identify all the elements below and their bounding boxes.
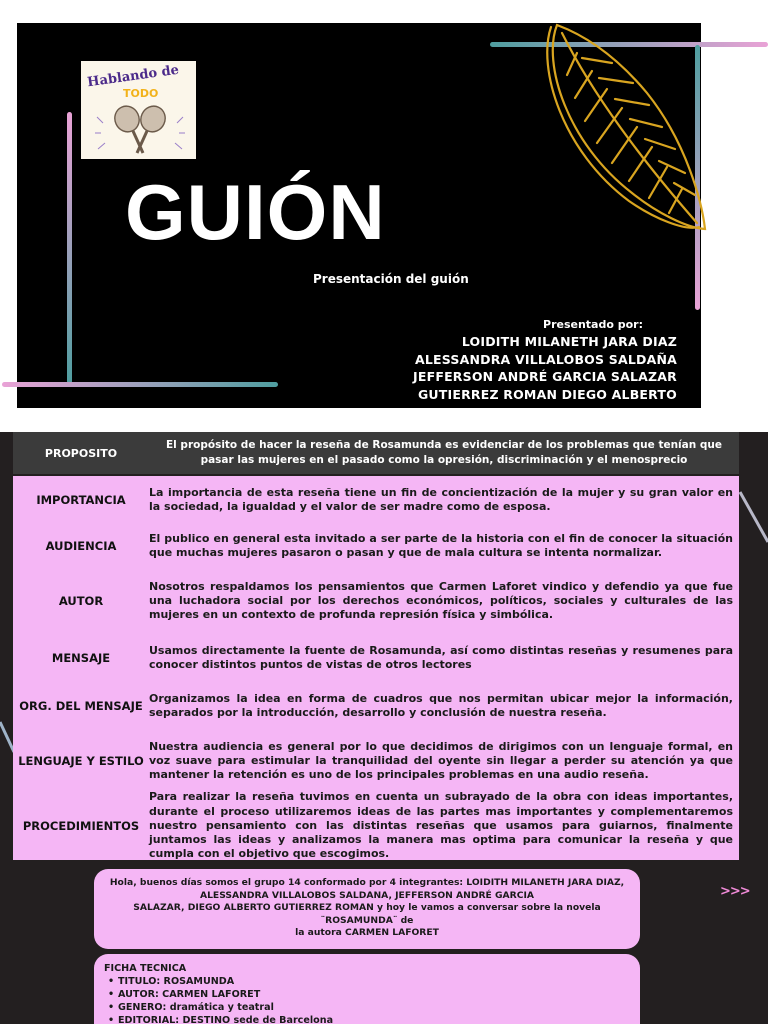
row-text: El publico en general esta invitado a ser parte de la historia con el fin de conocer la situación que muchas mujeres pasaron o pasan y que de mala cultura se intenta normalizar. bbox=[149, 531, 733, 559]
hablando-de-todo-logo bbox=[81, 61, 196, 159]
table-header-row bbox=[13, 432, 739, 474]
table-row bbox=[13, 792, 739, 860]
script-table bbox=[13, 432, 739, 860]
frame-line-left-vertical bbox=[67, 112, 72, 384]
author-name: LOIDITH MILANETH JARA DIAZ bbox=[461, 334, 677, 349]
table-row bbox=[13, 634, 739, 682]
row-label: ORG. DEL MENSAJE bbox=[19, 699, 143, 713]
row-text: El propósito de hacer la reseña de Rosamunda es evidenciar de los problemas que tenían que pasar las mujeres en el pasado como la opresión, discriminación y el menosprecio bbox=[166, 439, 722, 466]
next-arrows-icon[interactable]: >>> bbox=[720, 884, 750, 899]
row-text: Nosotros respaldamos los pensamientos que Carmen Laforet vindico y defendio ya que fue una luchadora social por los derechos económicos, políticos, sociales y culturales de las mujeres en un contexto de profunda represión física y simbólica. bbox=[149, 579, 733, 622]
row-label: AUDIENCIA bbox=[45, 539, 117, 553]
greeting-line: la autora CARMEN LAFORET bbox=[295, 927, 439, 939]
greeting-line: SALAZAR, DIEGO ALBERTO GUTIERREZ ROMAN y hoy le vamos a conversar sobre la novela ¨ROSAMUNDA¨ de bbox=[133, 902, 601, 926]
list-item: • TITULO: ROSAMUNDA bbox=[118, 975, 630, 988]
row-text: Usamos directamente la fuente de Rosamunda, así como distintas reseñas y resumenes para conocer distintos puntos de vistas de otros lectores bbox=[149, 643, 733, 671]
presented-by-label: Presentado por: bbox=[543, 318, 643, 331]
row-label: PROCEDIMIENTOS bbox=[22, 819, 140, 833]
greeting-line: ALESSANDRA VILLALOBOS SALDANA, JEFFERSON ANDRÉ GARCIA bbox=[199, 889, 535, 901]
table-row bbox=[13, 568, 739, 634]
technical-sheet-list bbox=[104, 975, 630, 1024]
row-text: Nuestra audiencia es general por lo que decidimos de dirigimos con un lenguaje formal, en voz suave para estimular la tranquilidad del oyente sin llegar a perder su atención ya que mantener la retención es uno de los principales problemas en una audio reseña. bbox=[149, 739, 733, 782]
greeting-box bbox=[94, 869, 640, 949]
table-row bbox=[13, 730, 739, 792]
row-text: La importancia de esta reseña tiene un fin de concientización de la mujer y su gran valor en la sociedad, la igualdad y el valor de ser madre como de esposa. bbox=[149, 485, 733, 513]
row-label: AUTOR bbox=[58, 594, 104, 608]
table-row bbox=[13, 682, 739, 730]
microphones-icon bbox=[95, 103, 185, 157]
technical-sheet-title: FICHA TECNICA bbox=[104, 963, 187, 974]
row-label: PROPOSITO bbox=[44, 446, 118, 460]
list-item: • GENERO: dramática y teatral bbox=[118, 1001, 630, 1014]
greeting-line: Hola, buenos días somos el grupo 14 conformado por 4 integrantes: LOIDITH MILANETH JARA DIAZ, bbox=[109, 877, 625, 888]
list-item: • AUTOR: CARMEN LAFORET bbox=[118, 988, 630, 1001]
row-label: IMPORTANCIA bbox=[36, 493, 126, 507]
author-name: GUTIERREZ ROMAN DIEGO ALBERTO bbox=[417, 386, 677, 402]
page-title: GUIÓN bbox=[125, 168, 386, 256]
technical-sheet-box bbox=[94, 954, 640, 1024]
row-label: LENGUAJE Y ESTILO bbox=[18, 754, 144, 768]
author-name: ALESSANDRA VILLALOBOS SALDAÑA bbox=[415, 351, 677, 367]
table-row bbox=[13, 476, 739, 524]
table-row bbox=[13, 524, 739, 568]
list-item: • EDITORIAL: DESTINO sede de Barcelona bbox=[118, 1014, 630, 1024]
title-slide bbox=[17, 23, 701, 408]
logo-text-line2: TODO bbox=[123, 87, 159, 100]
gold-leaf-icon bbox=[537, 23, 707, 233]
frame-line-bottom-horizontal bbox=[2, 382, 278, 387]
subtitle: Presentación del guión bbox=[313, 272, 469, 286]
presented-by-block bbox=[413, 318, 677, 403]
logo-text-line1: Hablando de bbox=[86, 62, 180, 91]
row-text: Organizamos la idea en forma de cuadros que nos permitan ubicar mejor la información, separados por la introducción, desarrollo y conclusión de nuestra reseña. bbox=[149, 691, 733, 719]
row-text: Para realizar la reseña tuvimos en cuenta un subrayado de la obra con ideas importantes, durante el proceso utilizaremos ideas de las partes mas importantes y complementaremos nuestro pensamiento con las distintas reseñas que usamos para guiarnos, finalmente juntamos las ideas y analizamos la manera mas optima para comunicar la reseña y que cumpla con el objetivo que escogimos. bbox=[149, 790, 733, 861]
row-label: MENSAJE bbox=[51, 651, 111, 665]
script-table-slide bbox=[0, 432, 768, 1024]
author-name: JEFFERSON ANDRÉ GARCIA SALAZAR bbox=[413, 369, 677, 384]
